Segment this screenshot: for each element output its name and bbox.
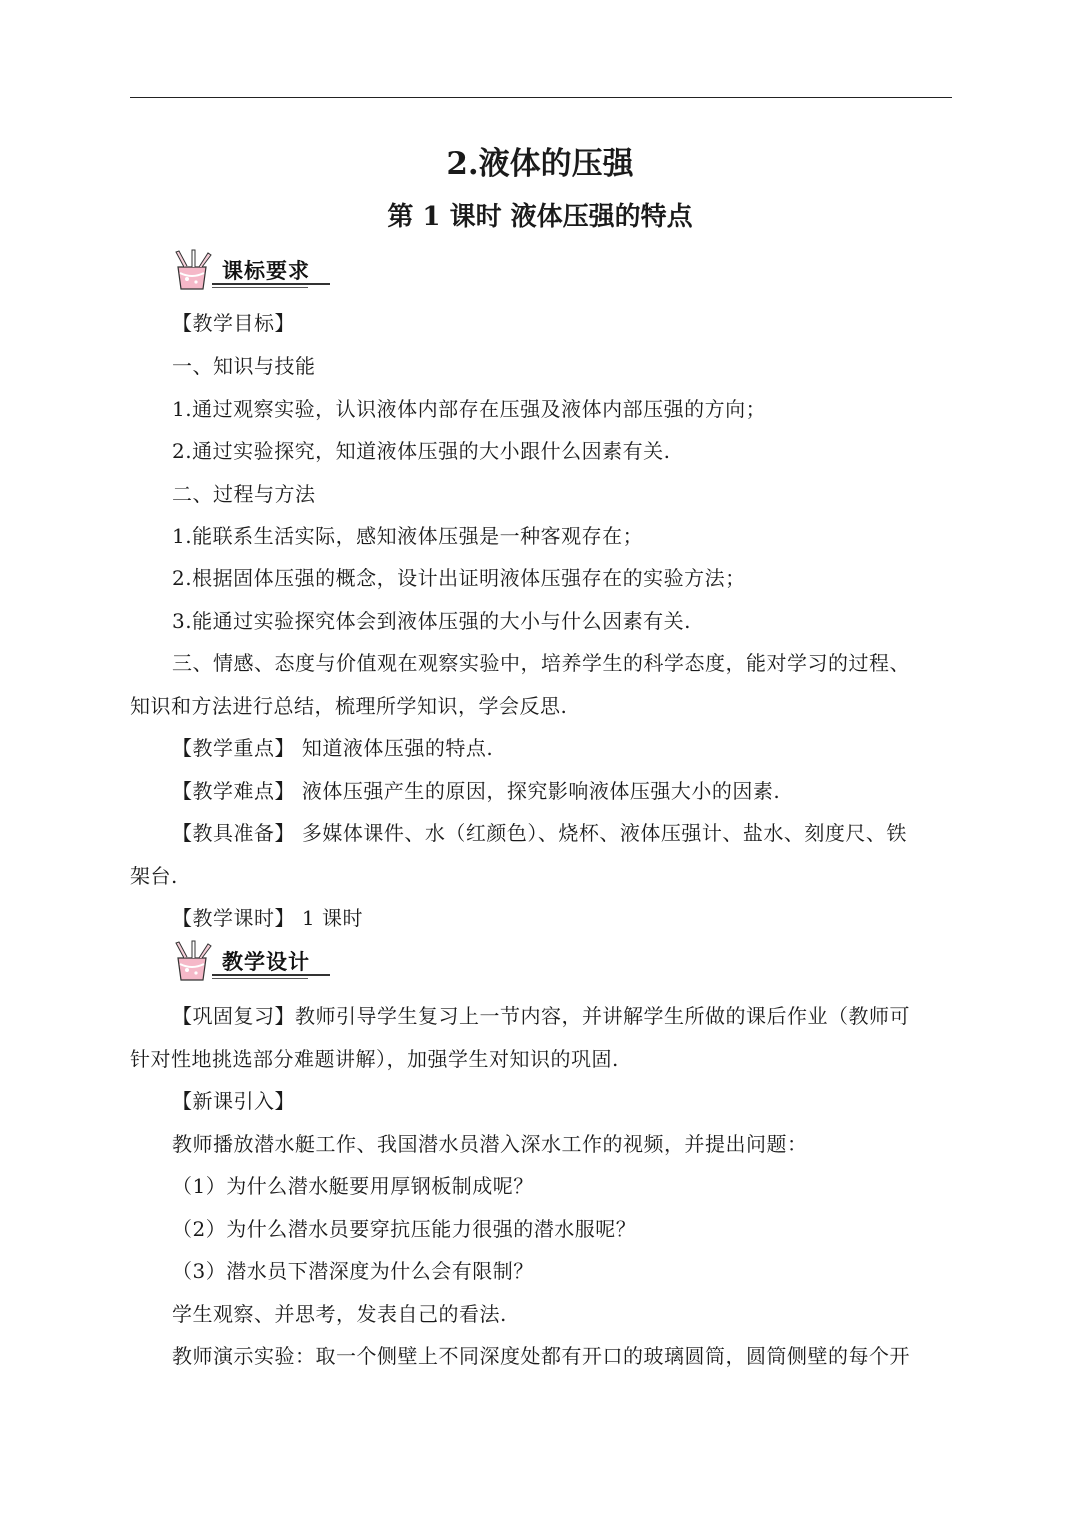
badge-underline xyxy=(212,974,330,976)
badge-underline xyxy=(212,283,330,285)
text-line: 2.根据固体压强的概念，设计出证明液体压强存在的实验方法； xyxy=(172,566,746,590)
text-line: 【教具准备】 多媒体课件、水（红颜色）、烧杯、液体压强计、盐水、刻度尺、铁 xyxy=(172,821,907,845)
text-line: 学生观察、并思考，发表自己的看法. xyxy=(172,1302,507,1326)
text-line: 知识和方法进行总结，梳理所学知识，学会反思. xyxy=(130,694,568,718)
text-line: 架台. xyxy=(130,864,178,888)
text-line: 教师演示实验：取一个侧壁上不同深度处都有开口的玻璃圆筒，圆筒侧壁的每个开 xyxy=(172,1344,910,1368)
text-line: 3.能通过实验探究体会到液体压强的大小与什么因素有关. xyxy=(172,609,691,633)
page-title: 2.液体的压强 xyxy=(446,146,634,182)
lesson-subtitle: 第 1 课时 液体压强的特点 xyxy=(387,202,693,232)
text-line: 1.能联系生活实际，感知液体压强是一种客观存在； xyxy=(172,524,644,548)
text-line: （1）为什么潜水艇要用厚钢板制成呢？ xyxy=(172,1174,534,1198)
section-badge-design xyxy=(168,940,338,984)
text-line: 【教学重点】 知道液体压强的特点. xyxy=(172,736,494,760)
section-badge-label: 课标要求 xyxy=(222,259,310,283)
section-badge-label: 教学设计 xyxy=(222,950,310,974)
text-line: 【教学课时】 1 课时 xyxy=(172,906,363,930)
badge-underline-thin xyxy=(212,287,308,288)
text-line: （2）为什么潜水员要穿抗压能力很强的潜水服呢？ xyxy=(172,1217,637,1241)
text-line: 【巩固复习】教师引导学生复习上一节内容，并讲解学生所做的课后作业（教师可 xyxy=(172,1004,910,1028)
text-line: 1.通过观察实验，认识液体内部存在压强及液体内部压强的方向； xyxy=(172,397,767,421)
badge-underline-thin xyxy=(212,978,308,979)
text-line: 一、知识与技能 xyxy=(172,354,316,378)
text-line: （3）潜水员下潜深度为什么会有限制？ xyxy=(172,1259,534,1283)
text-line: 二、过程与方法 xyxy=(172,482,316,506)
section-badge-curriculum xyxy=(168,249,338,293)
text-line: 【教学目标】 xyxy=(172,311,295,335)
text-line: 【新课引入】 xyxy=(172,1089,295,1113)
header-rule xyxy=(130,97,952,98)
text-line: 三、情感、态度与价值观在观察实验中，培养学生的科学态度，能对学习的过程、 xyxy=(172,651,910,675)
text-line: 针对性地挑选部分难题讲解），加强学生对知识的巩固. xyxy=(130,1047,619,1071)
text-line: 2.通过实验探究，知道液体压强的大小跟什么因素有关. xyxy=(172,439,671,463)
text-line: 【教学难点】 液体压强产生的原因，探究影响液体压强大小的因素. xyxy=(172,779,781,803)
text-line: 教师播放潜水艇工作、我国潜水员潜入深水工作的视频，并提出问题： xyxy=(172,1132,808,1156)
